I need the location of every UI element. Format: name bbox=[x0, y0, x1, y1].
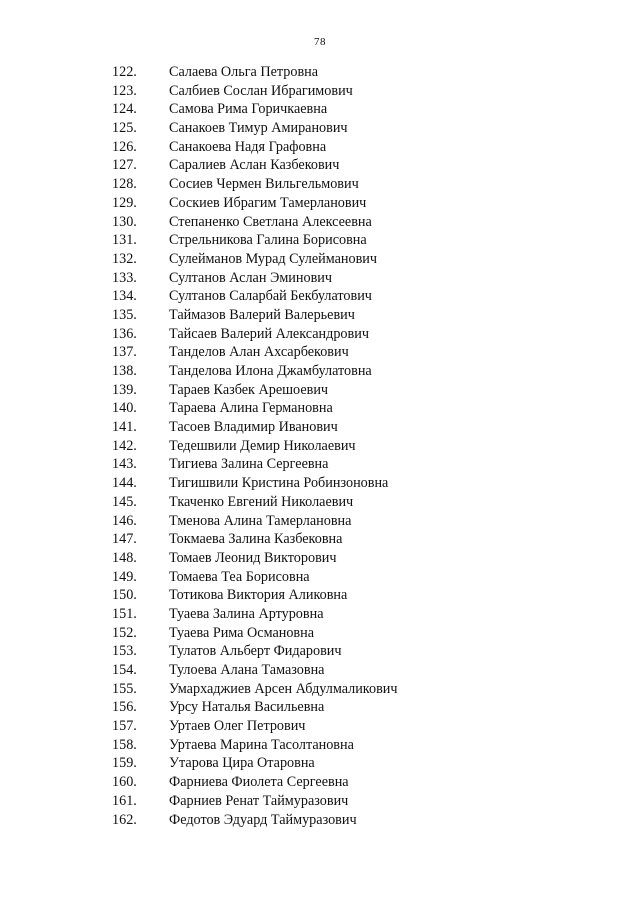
list-item-number: 138. bbox=[112, 363, 137, 379]
list-item-name: Султанов Саларбай Бекбулатович bbox=[169, 288, 372, 305]
list-item-number: 146. bbox=[112, 512, 137, 529]
list-item bbox=[0, 250, 640, 269]
list-item-name: Тотикова Виктория Аликовна bbox=[169, 587, 348, 604]
list-item-name: Ткаченко Евгений Николаевич bbox=[169, 493, 354, 510]
list-item-number: 150. bbox=[112, 587, 137, 604]
list-item-number: 149. bbox=[112, 568, 137, 585]
list-item-name: Танделова Илона Джамбулатовна bbox=[169, 363, 372, 379]
list-item bbox=[0, 343, 640, 362]
list-item-name: Салаева Ольга Петровна bbox=[169, 64, 319, 80]
list-item-number: 140. bbox=[112, 400, 137, 417]
list-item-name: Тедешвили Демир Николаевич bbox=[169, 437, 356, 454]
list-item bbox=[0, 549, 640, 568]
list-item bbox=[0, 194, 640, 213]
list-item-name: Таймазов Валерий Валерьевич bbox=[169, 306, 355, 323]
list-item bbox=[0, 717, 640, 736]
list-item bbox=[0, 680, 640, 699]
list-item-number: 124. bbox=[112, 101, 137, 118]
list-item bbox=[0, 736, 640, 755]
list-item-name: Утарова Цира Отаровна bbox=[169, 755, 315, 772]
list-item-number: 147. bbox=[112, 531, 137, 548]
list-item bbox=[0, 661, 640, 680]
list-item-name: Сосиев Чермен Вильгельмович bbox=[169, 176, 359, 193]
list-item-name: Сулейманов Мурад Сулейманович bbox=[169, 250, 378, 267]
list-item bbox=[0, 138, 640, 157]
list-item-name: Туаева Рима Османовна bbox=[169, 624, 315, 641]
list-item-name: Санакоев Тимур Амиранович bbox=[169, 120, 348, 137]
list-item bbox=[0, 437, 640, 456]
list-item-name: Санакоева Надя Графовна bbox=[169, 138, 327, 155]
list-item bbox=[0, 269, 640, 288]
list-item bbox=[0, 773, 640, 792]
list-item-name: Саралиев Аслан Казбекович bbox=[169, 157, 340, 174]
list-item-number: 144. bbox=[112, 475, 137, 492]
list-item bbox=[0, 624, 640, 643]
list-item-name: Тулатов Альберт Фидарович bbox=[169, 643, 342, 660]
list-item-number: 151. bbox=[112, 605, 137, 622]
list-item-number: 122. bbox=[112, 64, 137, 80]
list-item-name: Тигиева Залина Сергеевна bbox=[169, 456, 329, 473]
list-item-name: Танделов Алан Ахсарбекович bbox=[169, 344, 349, 361]
list-item bbox=[0, 698, 640, 717]
list-item-name: Томаева Теа Борисовна bbox=[169, 568, 310, 585]
list-item bbox=[0, 568, 640, 587]
list-item-name: Умархаджиев Арсен Абдулмаликович bbox=[169, 680, 398, 697]
list-item-number: 148. bbox=[112, 549, 137, 566]
list-item-number: 126. bbox=[112, 138, 137, 155]
list-item bbox=[0, 306, 640, 325]
list-item-number: 161. bbox=[112, 792, 137, 809]
list-item-number: 141. bbox=[112, 419, 137, 436]
list-item-name: Томаев Леонид Викторович bbox=[169, 549, 337, 566]
list-item bbox=[0, 418, 640, 437]
list-item bbox=[0, 175, 640, 194]
list-item bbox=[0, 512, 640, 531]
list-item bbox=[0, 530, 640, 549]
list-item-name: Уртаева Марина Тасолтановна bbox=[169, 736, 354, 753]
name-list bbox=[0, 63, 640, 829]
list-item-name: Туаева Залина Артуровна bbox=[169, 605, 324, 622]
list-item-name: Тасоев Владимир Иванович bbox=[169, 419, 338, 436]
list-item-number: 153. bbox=[112, 643, 137, 660]
list-item bbox=[0, 474, 640, 493]
list-item-number: 142. bbox=[112, 437, 137, 454]
list-item bbox=[0, 287, 640, 306]
list-item-name: Самова Рима Горичкаевна bbox=[169, 101, 328, 118]
list-item-number: 127. bbox=[112, 157, 137, 174]
list-item-number: 159. bbox=[112, 755, 137, 772]
list-item-number: 160. bbox=[112, 774, 137, 791]
list-item bbox=[0, 63, 640, 82]
list-item-number: 130. bbox=[112, 213, 137, 230]
list-item bbox=[0, 605, 640, 624]
list-item bbox=[0, 119, 640, 138]
list-item-number: 154. bbox=[112, 662, 137, 678]
list-item-number: 129. bbox=[112, 194, 137, 211]
list-item-number: 158. bbox=[112, 736, 137, 753]
list-item-number: 156. bbox=[112, 699, 137, 716]
list-item bbox=[0, 493, 640, 512]
list-item-number: 145. bbox=[112, 493, 137, 510]
list-item-name: Стрельникова Галина Борисовна bbox=[169, 232, 367, 249]
list-item bbox=[0, 156, 640, 175]
list-item-name: Тараева Алина Германовна bbox=[169, 400, 333, 417]
list-item bbox=[0, 642, 640, 661]
list-item bbox=[0, 325, 640, 344]
list-item-name: Тигишвили Кристина Робинзоновна bbox=[169, 475, 389, 492]
list-item-number: 157. bbox=[112, 718, 137, 735]
list-item-name: Степаненко Светлана Алексеевна bbox=[169, 213, 372, 230]
list-item-number: 132. bbox=[112, 250, 137, 267]
list-item-number: 152. bbox=[112, 624, 137, 641]
list-item-name: Тараев Казбек Арешоевич bbox=[169, 381, 329, 398]
list-item-name: Фарниева Фиолета Сергеевна bbox=[169, 774, 349, 791]
list-item-number: 139. bbox=[112, 381, 137, 398]
list-item bbox=[0, 231, 640, 250]
list-item bbox=[0, 399, 640, 418]
list-item-number: 137. bbox=[112, 344, 137, 361]
page-number: 78 bbox=[314, 36, 326, 48]
list-item bbox=[0, 213, 640, 232]
list-item-name: Салбиев Сослан Ибрагимович bbox=[169, 82, 353, 99]
list-item-name: Фарниев Ренат Таймуразович bbox=[169, 792, 349, 809]
list-item-number: 125. bbox=[112, 120, 137, 137]
list-item-name: Тулоева Алана Тамазовна bbox=[169, 662, 325, 678]
list-item bbox=[0, 381, 640, 400]
list-item-name: Султанов Аслан Эминович bbox=[169, 269, 333, 286]
list-item-number: 131. bbox=[112, 232, 137, 249]
list-item-name: Тменова Алина Тамерлановна bbox=[169, 512, 352, 529]
list-item-name: Токмаева Залина Казбековна bbox=[169, 531, 343, 548]
list-item-number: 143. bbox=[112, 456, 137, 473]
list-item-name: Тайсаев Валерий Александрович bbox=[169, 325, 369, 342]
list-item bbox=[0, 362, 640, 381]
list-item-number: 123. bbox=[112, 82, 137, 99]
list-item-name: Федотов Эдуард Таймуразович bbox=[169, 811, 357, 828]
list-item bbox=[0, 82, 640, 101]
list-item-name: Соскиев Ибрагим Тамерланович bbox=[169, 194, 367, 211]
list-item-number: 134. bbox=[112, 288, 137, 305]
list-item-number: 128. bbox=[112, 176, 137, 193]
list-item bbox=[0, 792, 640, 811]
list-item bbox=[0, 455, 640, 474]
list-item-name: Урсу Наталья Васильевна bbox=[169, 699, 325, 716]
list-item-number: 136. bbox=[112, 325, 137, 342]
list-item bbox=[0, 100, 640, 119]
list-item bbox=[0, 754, 640, 773]
list-item-name: Уртаев Олег Петрович bbox=[169, 718, 306, 735]
list-item bbox=[0, 811, 640, 830]
list-item-number: 162. bbox=[112, 811, 137, 828]
list-item-number: 155. bbox=[112, 680, 137, 697]
list-item-number: 135. bbox=[112, 306, 137, 323]
list-item bbox=[0, 586, 640, 605]
list-item-number: 133. bbox=[112, 269, 137, 286]
